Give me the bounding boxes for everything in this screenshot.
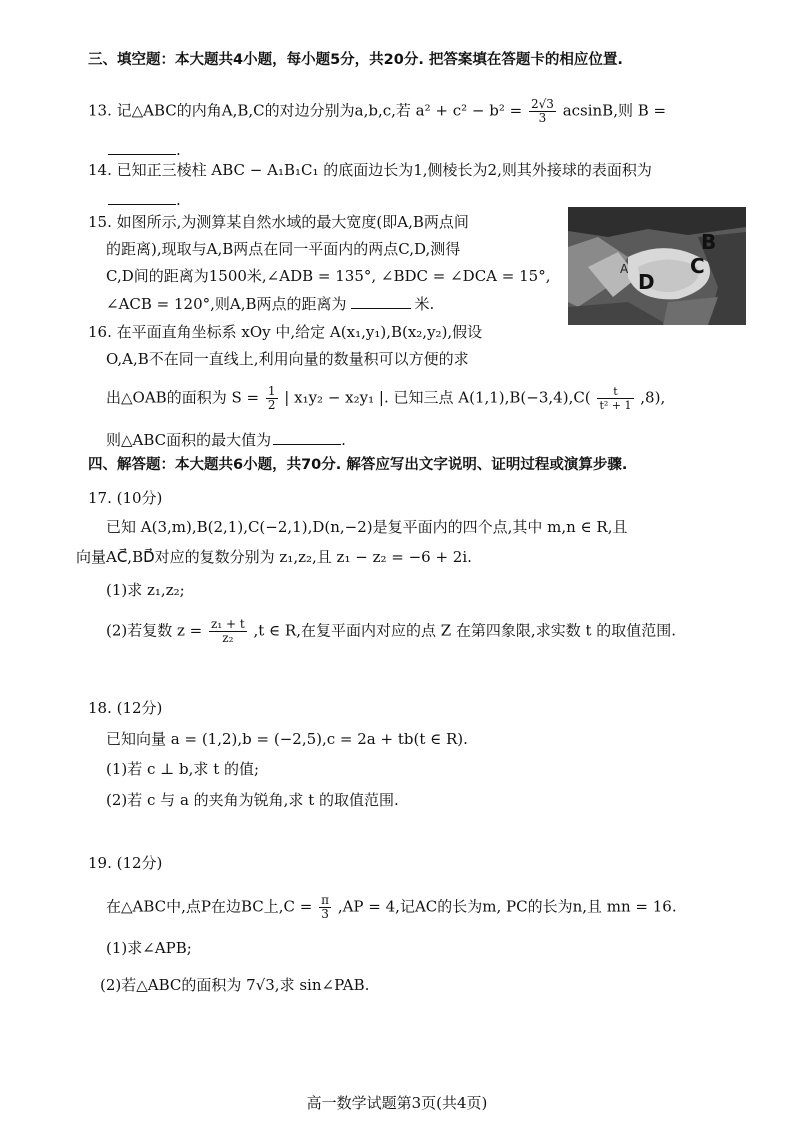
q17-fraction bbox=[209, 618, 247, 645]
photo-label-d: D bbox=[638, 270, 655, 294]
q19-part-1: (1)求∠APB; bbox=[106, 939, 192, 957]
q16-line-2: O,A,B不在同一直线上,利用向量的数量积可以方便的求 bbox=[106, 350, 469, 368]
q13-frac-num: 2√3 bbox=[530, 97, 554, 111]
q19-part-2: (2)若△ABC的面积为 7√3,求 sin∠PAB. bbox=[100, 976, 370, 994]
q13-text-a: 13. 记△ABC的内角A,B,C的对边分别为a,b,c,若 a² + c² − b² = bbox=[88, 101, 523, 120]
q16-line-3-c: ,8), bbox=[640, 388, 666, 407]
q18-part-1: (1)若 c ⊥ b,求 t 的值; bbox=[106, 760, 260, 778]
q17-part-1: (1)求 z₁,z₂; bbox=[106, 581, 185, 599]
q17-line-1: 已知 A(3,m),B(2,1),C(−2,1),D(n,−2)是复平面内的四个点,其中 m,n ∈ R,且 bbox=[106, 518, 628, 536]
q16-t-num: t bbox=[597, 385, 633, 399]
q15-line-3: C,D间的距离为1500米,∠ADB = 135°, ∠BDC = ∠DCA = 15°, bbox=[106, 267, 551, 285]
q16-half-fraction bbox=[266, 385, 278, 412]
q18-line-1: 已知向量 a = (1,2),b = (−2,5),c = 2a + tb(t ∈ R). bbox=[106, 730, 468, 748]
q17-line-2: 向量AC⃗,BD⃗对应的复数分别为 z₁,z₂,且 z₁ − z₂ = −6 + 2i. bbox=[76, 548, 472, 566]
q19-pi-fraction bbox=[319, 894, 331, 921]
q16-line-1: 16. 在平面直角坐标系 xOy 中,给定 A(x₁,y₁),B(x₂,y₂),假设 bbox=[88, 323, 483, 341]
q13-frac-den: 3 bbox=[538, 111, 547, 125]
q16-t-fraction bbox=[597, 385, 633, 412]
question-14: 14. 已知正三棱柱 ABC − A₁B₁C₁ 的底面边长为1,侧棱长为2,则其外接球的表面积为 bbox=[88, 161, 652, 179]
q16-half-num: 1 bbox=[267, 384, 276, 398]
q19-head: 19. (12分) bbox=[88, 854, 163, 872]
q16-t-den: t² + 1 bbox=[599, 399, 632, 412]
q15-answer-blank bbox=[351, 294, 411, 309]
section4-header: 四、解答题：本大题共6小题，共70分. 解答应写出文字说明、证明过程或演算步骤. bbox=[88, 457, 628, 473]
photo-label-b: B bbox=[701, 230, 717, 254]
q16-answer-blank bbox=[273, 430, 341, 445]
q13-text-b: acsinB,则 B = bbox=[562, 101, 667, 120]
section3-header: 三、填空题：本大题共4小题，每小题5分，共20分. 把答案填在答题卡的相应位置. bbox=[88, 52, 623, 68]
q14-answer-blank bbox=[108, 190, 176, 205]
q18-head: 18. (12分) bbox=[88, 699, 163, 717]
q19-pi-den: 3 bbox=[321, 907, 329, 921]
q19-line-1 bbox=[106, 894, 677, 921]
water-area-photo bbox=[568, 207, 746, 325]
q15-line-1: 15. 如图所示,为测算某自然水域的最大宽度(即A,B两点间 bbox=[88, 213, 469, 231]
q13-fraction bbox=[529, 98, 556, 125]
q16-half-den: 2 bbox=[267, 398, 276, 412]
q18-part-2: (2)若 c 与 a 的夹角为锐角,求 t 的取值范围. bbox=[106, 791, 399, 809]
photo-label-c: C bbox=[690, 254, 705, 278]
q16-line-4-text: 则△ABC面积的最大值为 bbox=[106, 431, 272, 449]
q16-line-3-b: | x₁y₂ − x₂y₁ |. 已知三点 A(1,1),B(−3,4),C( bbox=[284, 388, 591, 407]
q17-head: 17. (10分) bbox=[88, 489, 163, 507]
q13-answer-line bbox=[108, 140, 181, 160]
q17-frac-num: z₁ + t bbox=[211, 617, 245, 631]
q17-part-2-b: ,t ∈ R,在复平面内对应的点 Z 在第四象限,求实数 t 的取值范围. bbox=[253, 621, 677, 640]
q16-line-3-a: 出△OAB的面积为 S = bbox=[106, 388, 260, 407]
q15-line-2: 的距离),现取与A,B两点在同一平面内的两点C,D,测得 bbox=[106, 240, 461, 258]
page-footer: 高一数学试题第3页(共4页) bbox=[306, 1094, 488, 1112]
q13-answer-blank bbox=[108, 140, 176, 155]
q16-line-3 bbox=[106, 385, 665, 412]
q19-line-1-b: ,AP = 4,记AC的长为m, PC的长为n,且 mn = 16. bbox=[337, 897, 677, 916]
q17-part-2 bbox=[106, 618, 676, 645]
photo-label-a: A bbox=[620, 262, 629, 276]
q19-pi-num: π bbox=[321, 893, 330, 907]
q15-line-4-a: ∠ACB = 120°,则A,B两点的距离为 bbox=[106, 295, 347, 313]
q16-line-4 bbox=[106, 430, 346, 450]
q15-line-4-b: 米. bbox=[414, 295, 435, 313]
q15-line-4 bbox=[106, 294, 434, 314]
question-13 bbox=[88, 98, 666, 125]
q16-tail: . bbox=[341, 431, 346, 449]
q19-line-1-a: 在△ABC中,点P在边BC上,C = bbox=[106, 897, 313, 916]
q14-tail: . bbox=[176, 191, 181, 209]
water-area-photo-svg bbox=[568, 207, 746, 325]
q17-frac-den: z₂ bbox=[222, 631, 234, 645]
q17-part-2-a: (2)若复数 z = bbox=[106, 621, 203, 640]
q13-tail: . bbox=[176, 141, 181, 159]
q14-answer-line bbox=[108, 190, 181, 210]
